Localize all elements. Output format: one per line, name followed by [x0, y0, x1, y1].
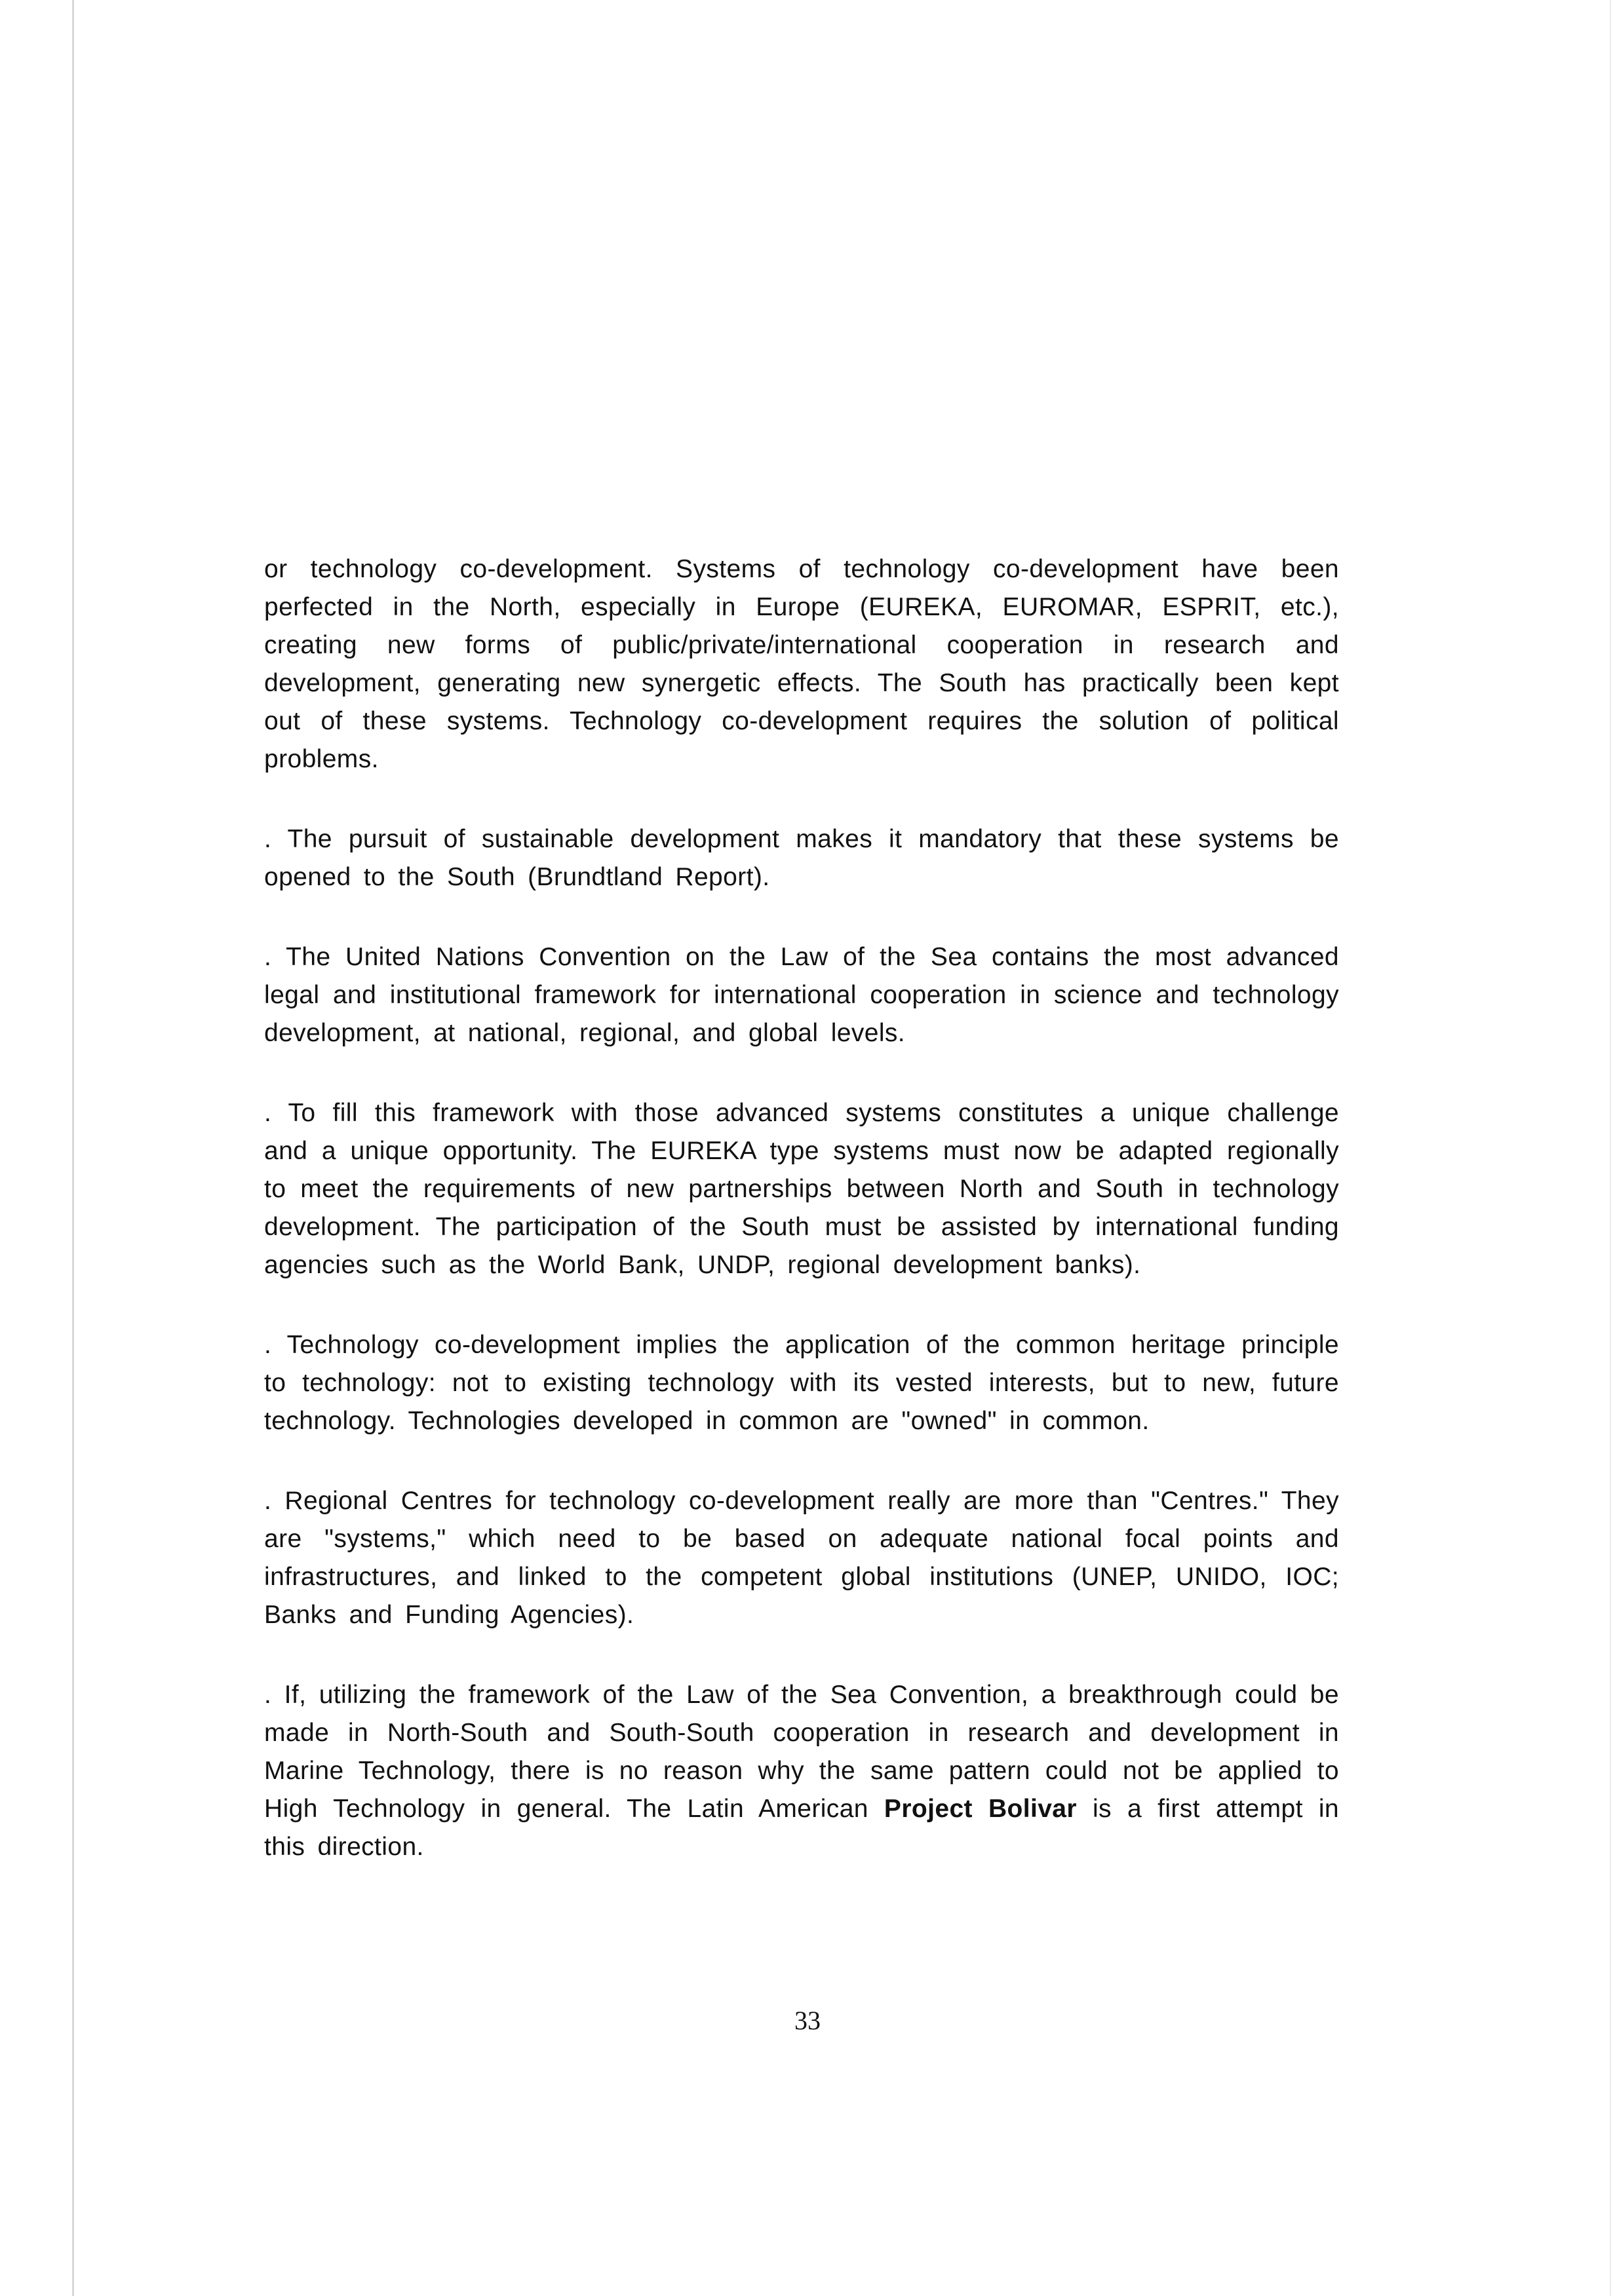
page-number: 33	[794, 2006, 821, 2035]
page-edge-left	[72, 0, 74, 2296]
paragraph-7-text-after: is a first attempt in this direction.	[264, 1795, 1339, 1861]
paragraph-7	[264, 1676, 1339, 1866]
paragraph-1: or technology co-development. Systems of technology co-development have been perfected in the North, especially in Europe (EUREKA, EUROMAR, ESPRIT, etc.), creating new forms of public/private/international cooperation in research and development, generating new synergetic effects. The South has practically been kept out of these systems. Technology co-development requires the solution of political problems.	[264, 555, 1339, 773]
paragraph-3: . The United Nations Convention on the Law of the Sea contains the most advanced legal and institutional framework for international cooperation in science and technology development, at national, regional, and global levels.	[264, 943, 1339, 1047]
project-bolivar-emphasis: Project Bolivar	[884, 1795, 1077, 1823]
paragraph-2: . The pursuit of sustainable development makes it mandatory that these systems be opened to the South (Brundtland Report).	[264, 825, 1339, 891]
paragraph-4: . To fill this framework with those advanced systems constitutes a unique challenge and a unique opportunity. The EUREKA type systems must now be adapted regionally to meet the requirements of new partnerships between North and South in technology development. The participation of the South must be assisted by international funding agencies such as the World Bank, UNDP, regional development banks).	[264, 1099, 1339, 1279]
paragraph-7-text-before: . If, utilizing the framework of the Law of the Sea Convention, a breakthrough could be made in North-South and South-South cooperation in research and development in Marine Technology, there is no reason why the same pattern could not be applied to High Technology in general. The Latin American	[264, 1681, 1339, 1823]
paragraph-5: . Technology co-development implies the application of the common heritage principle to technology: not to existing technology with its vested interests, but to new, future technology. Technologies developed in common are "owned" in common.	[264, 1331, 1339, 1435]
paragraph-6: . Regional Centres for technology co-development really are more than "Centres." They are "systems," which need to be based on adequate national focal points and infrastructures, and linked to the competent global institutions (UNEP, UNIDO, IOC; Banks and Funding Agencies).	[264, 1487, 1339, 1629]
document-body	[264, 550, 1339, 1908]
page-edge-right	[1610, 0, 1611, 2296]
